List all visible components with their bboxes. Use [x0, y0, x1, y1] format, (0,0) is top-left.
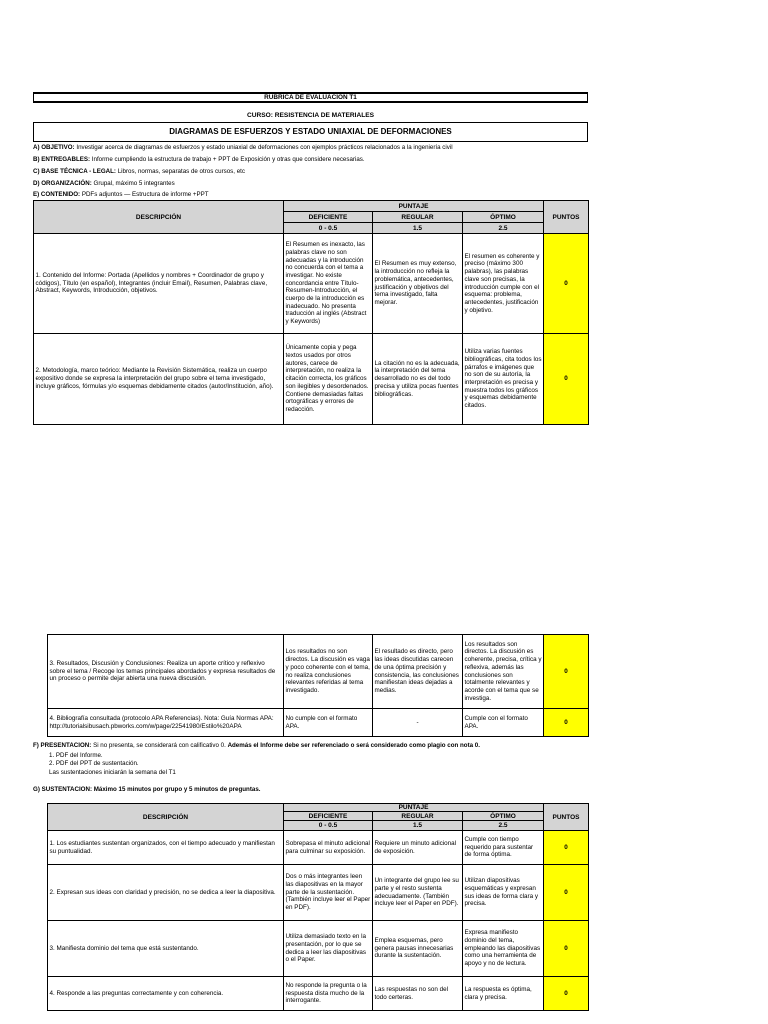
- criteria-description: 4. Responde a las preguntas correctamente y con coherencia.: [48, 977, 284, 1011]
- section-text: Informe cumpliendo la estructura de trabajo + PPT de Exposición y otras que considere necesarias.: [91, 156, 365, 163]
- score-cell: 0: [544, 635, 589, 709]
- range-deficiente: 0 - 0.5: [284, 821, 373, 831]
- section-text: Investigar acerca de diagramas de esfuerzos y estado uniaxial de deformaciones con ejemplos prácticos relacionados a la ingeniería civil: [76, 144, 453, 151]
- header-puntos: PUNTOS: [544, 804, 589, 831]
- regular-criterion: Las respuestas no son del todo certeras.: [373, 977, 463, 1011]
- header-puntaje: PUNTAJE: [284, 804, 544, 812]
- header-descripcion: DESCRIPCIÓN: [48, 804, 284, 831]
- section-base-tecnica: [33, 168, 245, 176]
- deficiente-criterion: Los resultados no son directos. La discusión es vaga y poco coherente con el tema, no realiza conclusiones relevantes referidas al tema investigado.: [284, 635, 373, 709]
- contenido-rubric-table-continued: [47, 634, 589, 737]
- deficiente-criterion: No responde la pregunta o la respuesta dista mucho de la interrogante.: [284, 977, 373, 1011]
- criteria-description: 1. Contenido del Informe: Portada (Apellidos y nombres + Coordinador de grupo y códigos), Título (en español), Integrantes (incluir Email), Resumen, Palabras clave, Abstract, Keywords, Introducción, objetivos.: [34, 234, 284, 334]
- deficiente-criterion: El Resumen es inexacto, las palabras clave no son adecuadas y la introducción no concuerda con el tema a investigar. No existe concordancia entre Título-Resumen-Introducción, el cuerpo de la introducción es inadecuado. No presenta traducción al inglés (Abstract y Keywords): [284, 234, 373, 334]
- deficiente-criterion: Dos o más integrantes leen las diapositivas en la mayor parte de la sustentación. (También incluye leer el Paper en PDF).: [284, 865, 373, 921]
- header-descripcion: DESCRIPCIÓN: [34, 201, 284, 234]
- section-entregables: [33, 156, 365, 164]
- section-label: D) ORGANIZACIÓN:: [33, 180, 92, 187]
- score-cell: 0: [544, 709, 589, 737]
- header-deficiente: DEFICIENTE: [284, 812, 373, 821]
- score-cell: 0: [544, 921, 589, 977]
- regular-criterion: El resultado es directo, pero las ideas discutidas carecen de una óptima precisión y consistencia, las conclusiones manifiestan ideas dejadas a medias.: [373, 635, 463, 709]
- range-optimo: 2.5: [463, 223, 544, 234]
- criteria-description: 2. Metodología, marco teórico: Mediante la Revisión Sistemática, realiza un cuerpo expositivo donde se expresa la interpretación del grupo sobre el tema investigado, incluye gráficos, fórmulas y/o esquemas debidamente citados (autor/Institución, año).: [34, 334, 284, 425]
- criteria-description: 2. Expresan sus ideas con claridad y precisión, no se dedica a leer la diapositiva.: [48, 865, 284, 921]
- criteria-description: 3. Resultados, Discusión y Conclusiones: Realiza un aporte crítico y reflexivo sobre el tema / Recoge los temas principales abordados y expresa resultados de un proceso o permite dejar abierta una nueva discusión.: [48, 635, 284, 709]
- section-text: Si no presenta, se considerará con calificativo 0.: [93, 742, 226, 749]
- range-optimo: 2.5: [463, 821, 544, 831]
- topic-title: DIAGRAMAS DE ESFUERZOS Y ESTADO UNIAXIAL DE DEFORMACIONES: [33, 122, 588, 142]
- section-label: E) CONTENIDO:: [33, 191, 81, 198]
- section-contenido: [33, 191, 209, 199]
- section-label: G) SUSTENTACION:: [33, 786, 93, 793]
- presentacion-note: Las sustentaciones iniciarán la semana del T1: [49, 769, 176, 776]
- header-deficiente: DEFICIENTE: [284, 212, 373, 223]
- criteria-description: 3. Manifiesta dominio del tema que está sustentando.: [48, 921, 284, 977]
- regular-criterion: El Resumen es muy extenso, la introducción no refleja la problemática, antecedentes, justificación y objetivos del tema investigado, falta mejorar.: [373, 234, 463, 334]
- deficiente-criterion: Utiliza demasiado texto en la presentación, por lo que se dedica a leer las diapositivas o el Paper.: [284, 921, 373, 977]
- contenido-rubric-table: [33, 200, 589, 425]
- score-cell: 0: [544, 831, 589, 865]
- section-text: Libros, normas, separatas de otros cursos, etc: [117, 168, 245, 175]
- header-puntaje: PUNTAJE: [284, 201, 544, 212]
- section-label: C) BASE TÉCNICA - LEGAL:: [33, 168, 116, 175]
- optimo-criterion: Utiliza varias fuentes bibliográficas, cita todos los párrafos e imágenes que no son de su autoría, la interpretación es precisa y muestra todos los gráficos y esquemas debidamente citados.: [463, 334, 544, 425]
- score-cell: 0: [544, 334, 589, 425]
- section-label: A) OBJETIVO:: [33, 144, 75, 151]
- optimo-criterion: Los resultados son directos. La discusión es coherente, precisa, crítica y reflexiva, además las conclusiones son totalmente relevantes y acorde con el tema que se investiga.: [463, 635, 544, 709]
- section-text: PDFs adjuntos — Estructura de informe +PPT: [81, 191, 209, 198]
- regular-criterion: Un integrante del grupo lee su parte y el resto sustenta adecuadamente. (También incluye leer el Paper en PDF).: [373, 865, 463, 921]
- section-label: B) ENTREGABLES:: [33, 156, 91, 163]
- regular-criterion: La citación no es la adecuada, la interpretación del tema desarrollado no es del todo precisa y utiliza pocas fuentes bibliográficas.: [373, 334, 463, 425]
- optimo-criterion: Cumple con tiempo requerido para sustentar de forma óptima.: [463, 831, 544, 865]
- header-optimo: ÓPTIMO: [463, 812, 544, 821]
- regular-criterion: Requiere un minuto adicional de exposición.: [373, 831, 463, 865]
- criteria-description: 4. Bibliografía consultada (protocolo APA Referencias). Nota: Guía Normas APA: http://tutorialsibusach.pbworks.com/w/page/22541980/Estilo%20APA: [48, 709, 284, 737]
- rubric-title: RUBRICA DE EVALUACION T1: [33, 92, 588, 103]
- regular-criterion: -: [373, 709, 463, 737]
- presentacion-item: 2. PDF del PPT de sustentación.: [49, 760, 139, 767]
- score-cell: 0: [544, 865, 589, 921]
- range-regular: 1.5: [373, 223, 463, 234]
- criteria-description: 1. Los estudiantes sustentan organizados, con el tiempo adecuado y manifiestan su puntualidad.: [48, 831, 284, 865]
- header-regular: REGULAR: [373, 212, 463, 223]
- section-text: Máximo 15 minutos por grupo y 5 minutos de preguntas.: [93, 786, 261, 793]
- presentacion-item: 1. PDF del Informe.: [49, 752, 103, 759]
- optimo-criterion: Cumple con el formato APA.: [463, 709, 544, 737]
- section-label: F) PRESENTACION:: [33, 742, 92, 749]
- score-cell: 0: [544, 977, 589, 1011]
- deficiente-criterion: Sobrepasa el minuto adicional para culminar su exposición.: [284, 831, 373, 865]
- course-title: CURSO: RESISTENCIA DE MATERIALES: [246, 112, 375, 119]
- section-organizacion: [33, 180, 175, 188]
- section-presentacion: [33, 742, 480, 750]
- deficiente-criterion: Únicamente copia y pega textos usados por otros autores, carece de interpretación, no realiza la citación correcta, los gráficos son ilegibles y desordenados. Contiene demasiadas faltas ortográficas y errores de redacción.: [284, 334, 373, 425]
- header-optimo: ÓPTIMO: [463, 212, 544, 223]
- optimo-criterion: El resumen es coherente y preciso (máximo 300 palabras), las palabras clave son precisas, la introducción cumple con el esquema: problema, antecedentes, justificación y objetivo.: [463, 234, 544, 334]
- optimo-criterion: Expresa manifiesto dominio del tema, empleando las diapositivas como una herramienta de apoyo y no de lectura.: [463, 921, 544, 977]
- range-deficiente: 0 - 0.5: [284, 223, 373, 234]
- header-puntos: PUNTOS: [544, 201, 589, 234]
- regular-criterion: Emplea esquemas, pero genera pausas innecesarias durante la sustentación.: [373, 921, 463, 977]
- deficiente-criterion: No cumple con el formato APA.: [284, 709, 373, 737]
- sustentacion-rubric-table: [47, 803, 589, 1011]
- section-emphasis: Además el Informe debe ser referenciado o será considerado como plagio con nota 0.: [227, 742, 480, 749]
- section-objetivo: [33, 144, 453, 152]
- section-sustentacion: [33, 786, 261, 794]
- optimo-criterion: Utilizan diapositivas esquemáticas y expresan sus ideas de forma clara y precisa.: [463, 865, 544, 921]
- header-regular: REGULAR: [373, 812, 463, 821]
- optimo-criterion: La respuesta es óptima, clara y precisa.: [463, 977, 544, 1011]
- range-regular: 1.5: [373, 821, 463, 831]
- score-cell: 0: [544, 234, 589, 334]
- section-text: Grupal, máximo 5 integrantes: [93, 180, 175, 187]
